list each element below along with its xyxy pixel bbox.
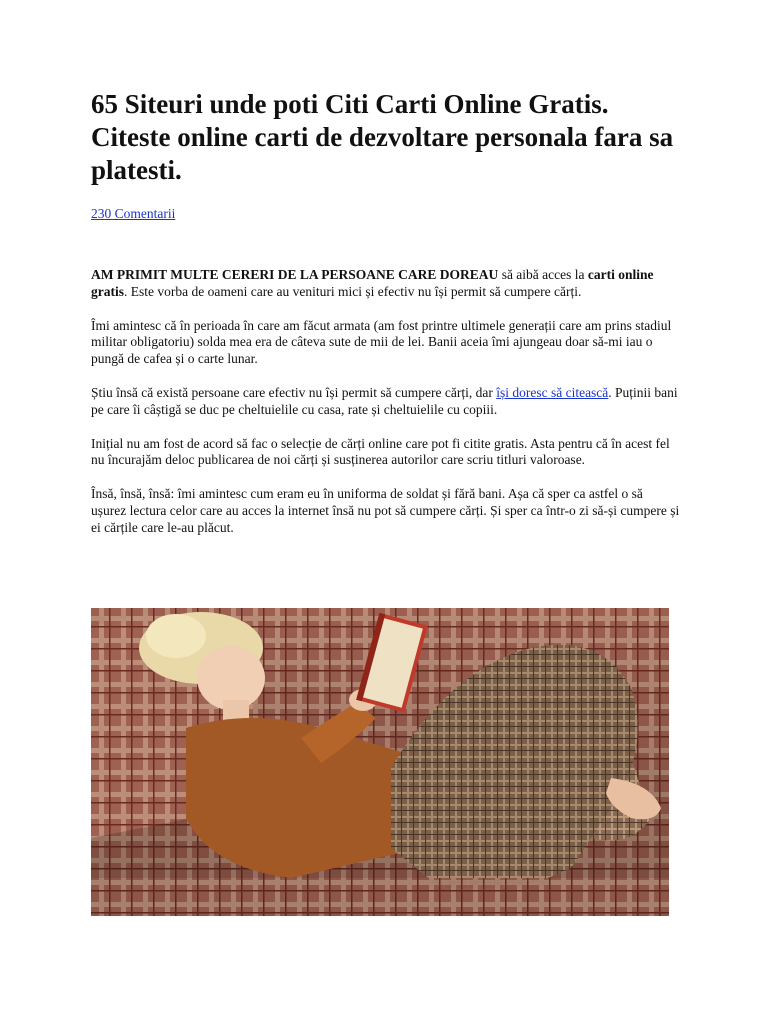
- paragraph-1: [91, 267, 681, 301]
- paragraph-5: Însă, însă, însă: îmi amintesc cum eram eu în uniforma de soldat și fără bani. Așa că sper ca astfel o să ușurez lectura celor care au acces la internet însă nu pot să cumpere cărți. Și sper ca într-o zi să-și cumpere și ei cărțile care le-au plăcut.: [91, 486, 680, 535]
- read-wish-link[interactable]: își doresc să citească: [496, 384, 609, 400]
- paragraph-1-text-b: . Este vorba de oameni care au venituri mici și efectiv nu își permit să cumpere cărți.: [124, 283, 582, 299]
- paragraph-1-text-a: să aibă acces la: [498, 267, 588, 282]
- paragraph-1-bold-keyword: carti online gratis: [91, 267, 654, 299]
- paragraph-3: [91, 385, 681, 419]
- comments-link[interactable]: 230 Comentarii: [91, 206, 176, 221]
- paragraph-3-text-b: . Puținii bani pe care îi câștigă se duc pe cheltuielile cu casa, rate și cheltuielile cu copiii.: [91, 384, 678, 417]
- article-title: 65 Siteuri unde poti Citi Carti Online Gratis. Citeste online carti de dezvoltare personala fara sa platesti.: [91, 89, 674, 185]
- paragraph-2: Îmi amintesc că în perioada în care am făcut armata (am fost printre ultimele generații care am prins stadiul militar obligatoriu) solda mea era de câteva sute de mii de lei. Banii aceia îmi ajungeau doar să-mi iau o pungă de cafea și o carte lunar.: [91, 317, 672, 367]
- article: [91, 88, 681, 554]
- paragraph-4: Inițial nu am fost de acord să fac o selecție de cărți online care pot fi citite gratis. Asta pentru că în acest fel nu încurajăm deloc publicarea de noi cărți și susținerea autorilor care scriu titluri valoroase.: [91, 435, 670, 468]
- article-photo: [91, 608, 669, 916]
- paragraph-3-text-a: Știu însă că există persoane care efectiv nu își permit să cumpere cărți, dar: [91, 384, 497, 400]
- article-body: [91, 267, 681, 537]
- woman-reading-on-sofa-image: [91, 608, 669, 916]
- paragraph-1-bold-intro: AM PRIMIT MULTE CERERI DE LA PERSOANE CARE DOREAU: [91, 267, 499, 282]
